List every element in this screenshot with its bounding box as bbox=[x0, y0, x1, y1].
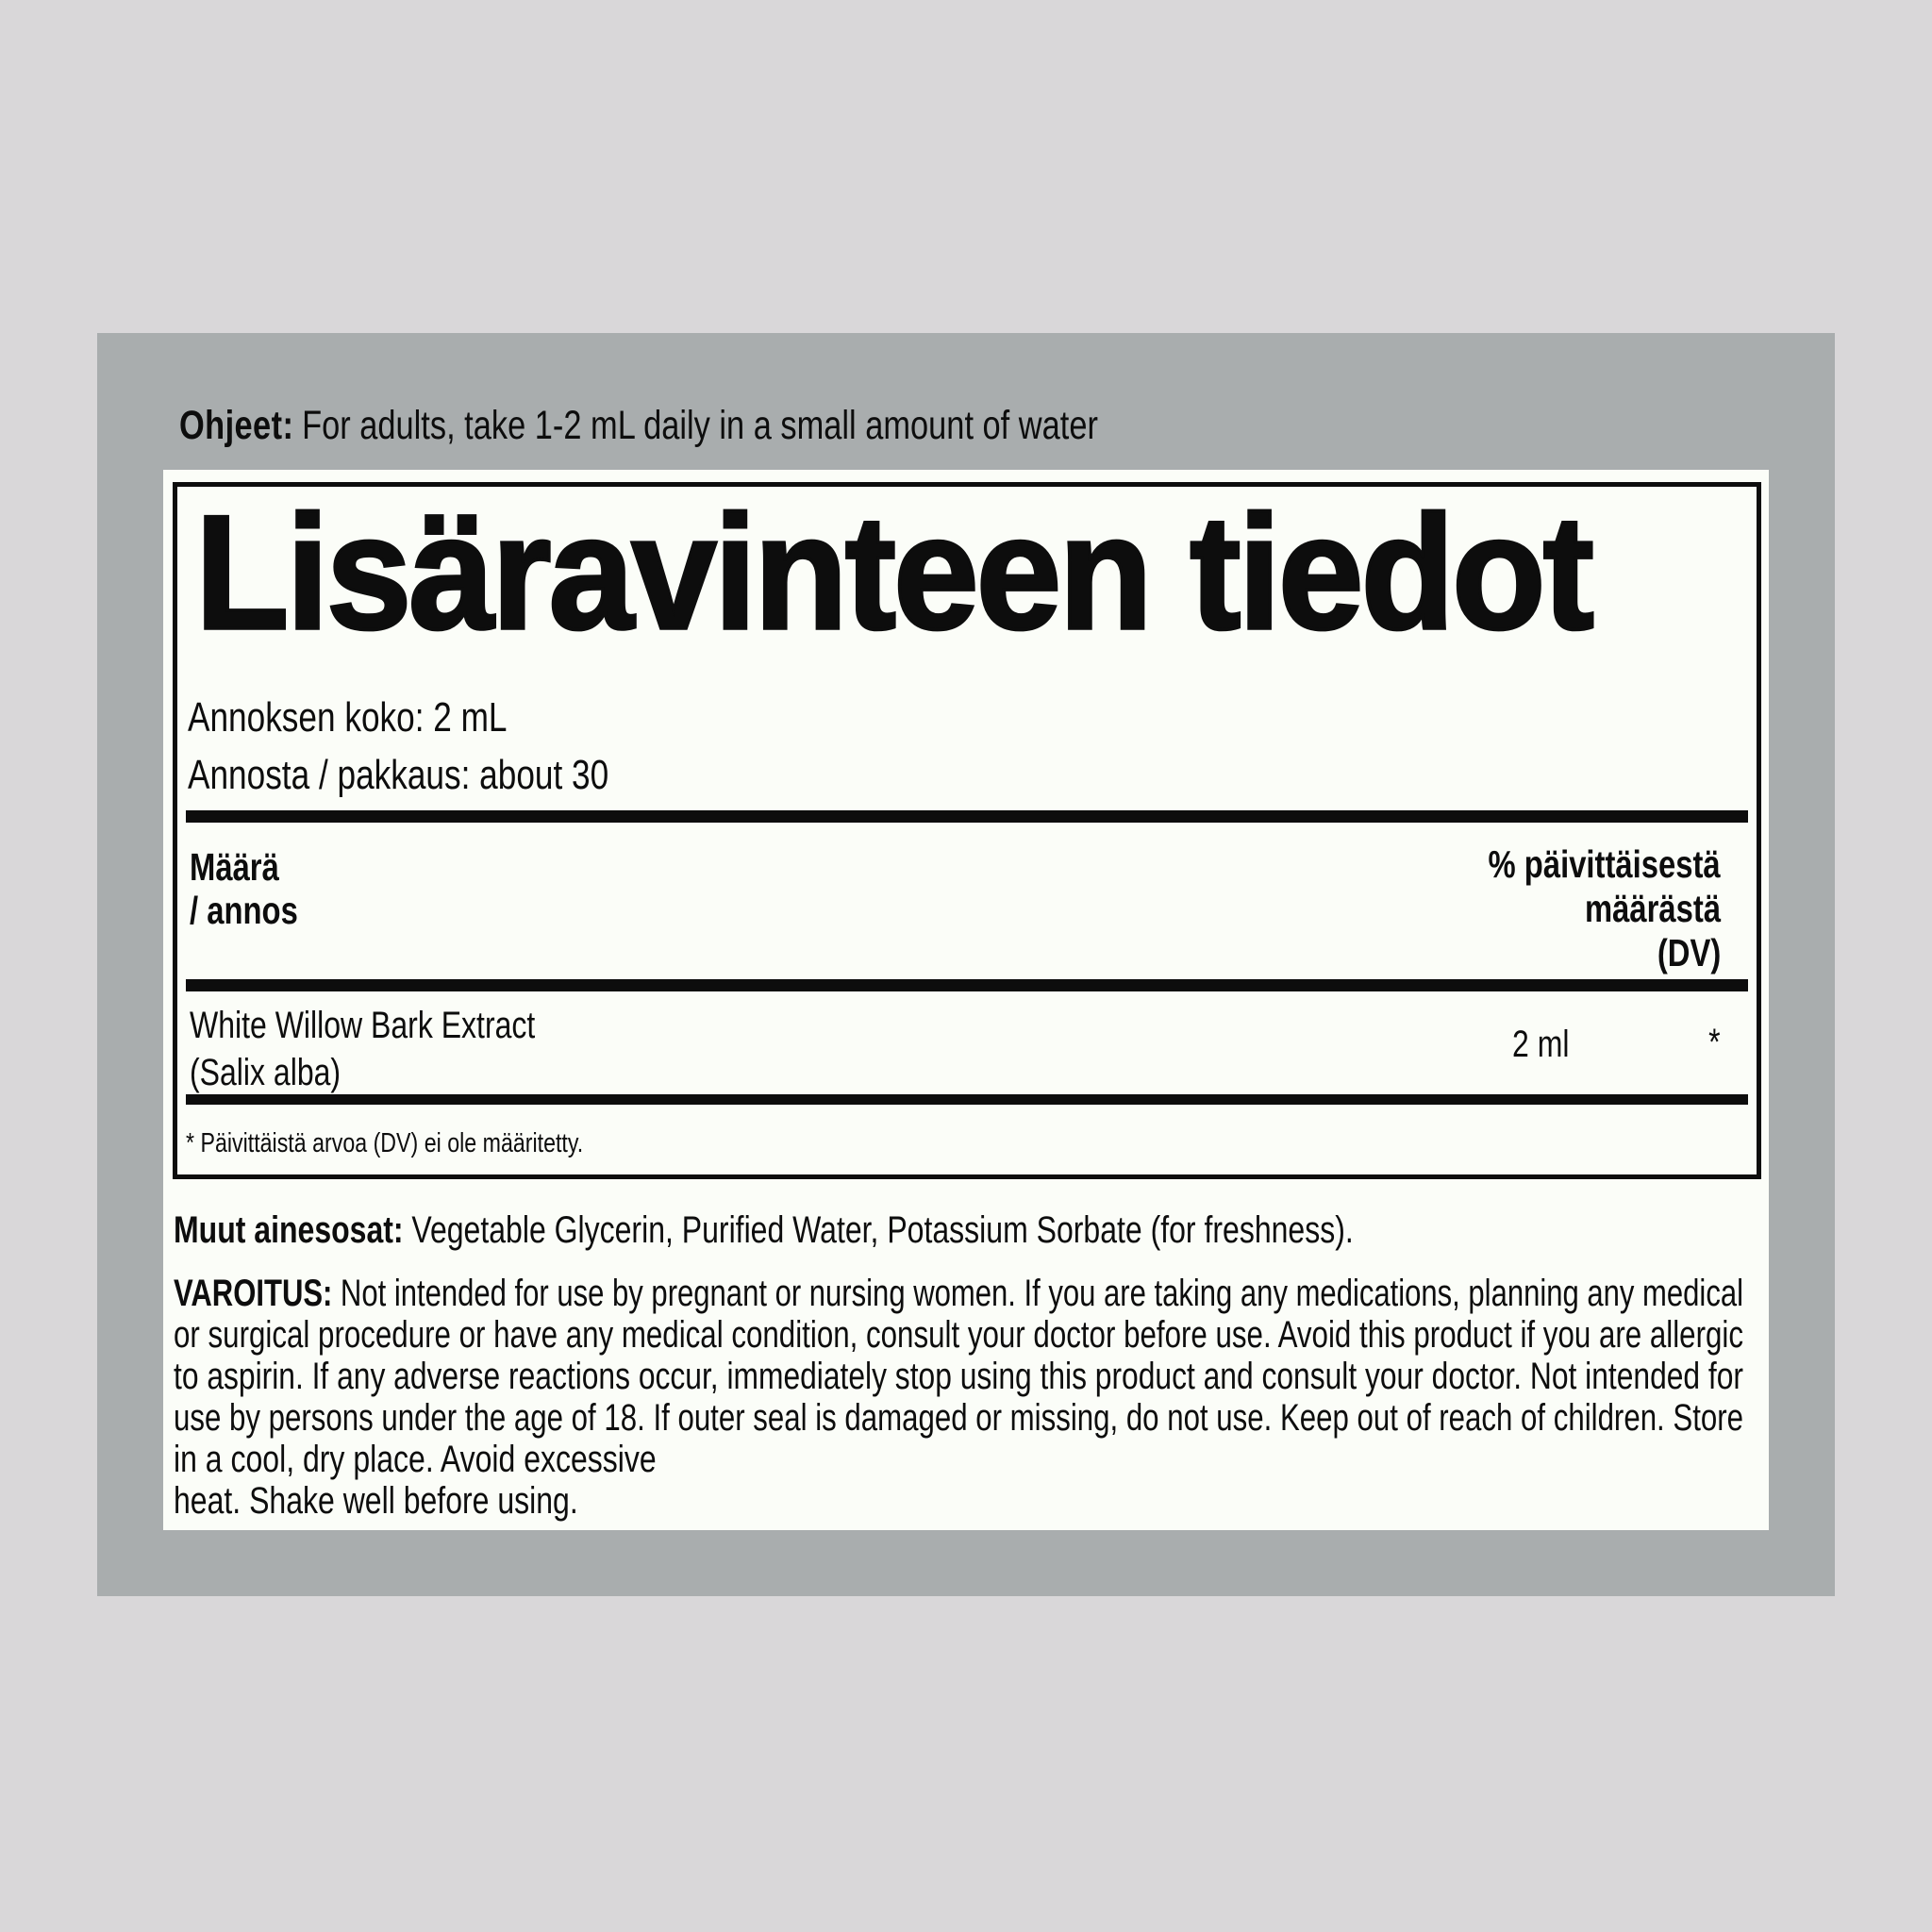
serving-size: Annoksen koko: 2 mL bbox=[188, 694, 508, 741]
thick-rule-bottom bbox=[186, 1094, 1748, 1105]
other-ingredients-line bbox=[174, 1208, 1648, 1252]
warning-prefix: VAROITUS: bbox=[174, 1273, 333, 1314]
other-ingredients-text: Vegetable Glycerin, Purified Water, Potassium Sorbate (for freshness). bbox=[411, 1209, 1354, 1251]
supplement-label-card bbox=[163, 470, 1769, 1530]
ingredient-amount: 2 ml bbox=[1512, 1024, 1570, 1065]
supplement-facts-box bbox=[173, 482, 1761, 1179]
warning-paragraph bbox=[174, 1273, 1932, 1522]
supplement-facts-title: Lisäravinteen tiedot bbox=[195, 482, 1591, 663]
product-label-panel bbox=[97, 333, 1835, 1596]
warning-line: or surgical procedure or have any medical condition, consult your doctor before use. Avoid this product if you are allergic bbox=[174, 1314, 1743, 1356]
column-header-amount: Määrä / annos bbox=[190, 845, 298, 932]
facts-footnote: * Päivittäistä arvoa (DV) ei ole määritetty. bbox=[186, 1128, 584, 1158]
other-ingredients-prefix: Muut ainesosat: bbox=[174, 1209, 404, 1251]
ingredient-name: White Willow Bark Extract (Salix alba) bbox=[190, 1005, 536, 1093]
warning-line: VAROITUS: Not intended for use by pregnant or nursing women. If you are taking any medications, planning any medical bbox=[174, 1273, 1743, 1314]
warning-line: use by persons under the age of 18. If outer seal is damaged or missing, do not use. Keep out of reach of children. Store bbox=[174, 1397, 1743, 1439]
directions-text: For adults, take 1-2 mL daily in a small amount of water bbox=[302, 403, 1098, 448]
thick-rule-top bbox=[186, 810, 1748, 823]
warning-line: to aspirin. If any adverse reactions occur, immediately stop using this product and consult your doctor. Not intended for bbox=[174, 1356, 1743, 1397]
warning-line: heat. Shake well before using. bbox=[174, 1480, 578, 1522]
thick-rule-middle bbox=[186, 979, 1748, 991]
directions-line bbox=[179, 403, 1327, 448]
ingredient-dv-asterisk: * bbox=[1708, 1022, 1721, 1063]
directions-prefix: Ohjeet: bbox=[179, 403, 294, 448]
warning-line: in a cool, dry place. Avoid excessive bbox=[174, 1439, 657, 1480]
servings-per-container: Annosta / pakkaus: about 30 bbox=[188, 752, 609, 798]
column-header-dv: % päivittäisestä määrästä (DV) bbox=[1488, 842, 1721, 974]
